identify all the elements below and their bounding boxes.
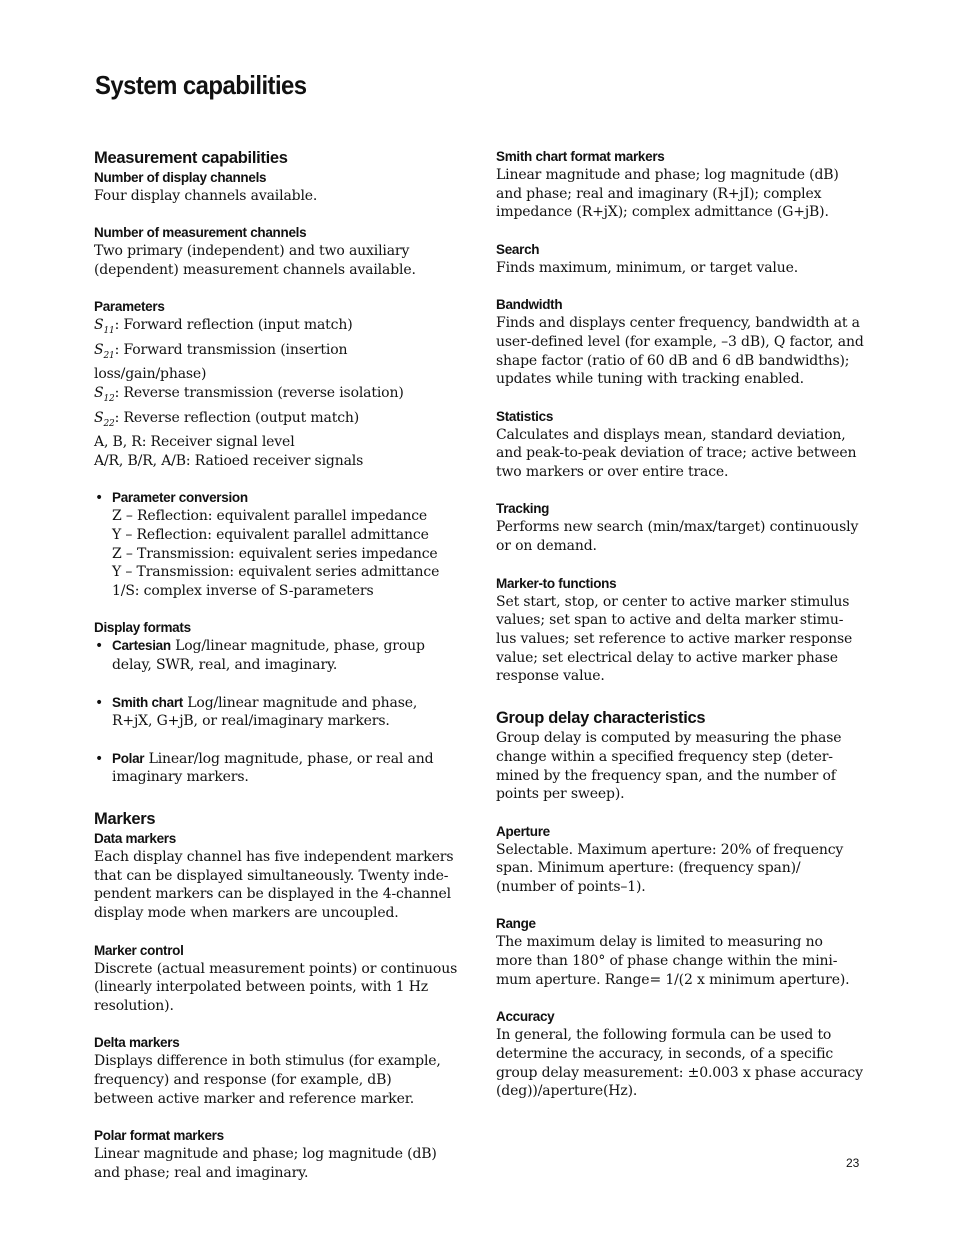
smith-chart-markers-line: Linear magnitude and phase; log magnitude (dB) xyxy=(496,167,839,183)
smith-chart-markers-line: and phase; real and imaginary (R+jI); complex xyxy=(496,185,822,202)
left-column xyxy=(94,148,464,1183)
page-title: System capabilities xyxy=(95,70,307,100)
conversion-line: 1/S: complex inverse of S-parameters xyxy=(112,583,374,600)
group-delay-line: points per sweep). xyxy=(496,786,625,803)
s11-line: $S_{11}$: Forward reflection (input match) xyxy=(94,317,353,337)
search-line: Finds maximum, minimum, or target value. xyxy=(496,259,799,276)
cartesian-label: Cartesian xyxy=(112,638,171,654)
markers-heading: Markers xyxy=(94,810,156,829)
marker-to-line: values; set span to active and delta marker stimu- xyxy=(496,612,844,629)
s21-line-cont: loss/gain/phase) xyxy=(94,366,207,383)
cartesian-text-cont: delay, SWR, real, and imaginary. xyxy=(112,657,338,674)
range-line: more than 180° of phase change within the mini- xyxy=(496,953,838,970)
delta-markers-label: Delta markers xyxy=(94,1035,180,1051)
range-label: Range xyxy=(496,916,536,932)
tracking-label: Tracking xyxy=(496,501,550,517)
conversion-line: Y – Reflection: equivalent parallel admittance xyxy=(112,526,429,543)
search-label: Search xyxy=(496,241,540,257)
group-delay-line: mined by the frequency span, and the number of xyxy=(496,767,836,784)
polar-text-cont: imaginary markers. xyxy=(112,769,249,786)
range-line: mum aperture. Range= 1/(2 x minimum aperture). xyxy=(496,971,850,988)
conversion-line: Y – Transmission: equivalent series admittance xyxy=(112,564,440,581)
marker-to-functions-label: Marker-to functions xyxy=(496,575,617,591)
marker-to-line: value; set electrical delay to active marker phase xyxy=(496,649,838,666)
bullet-icon: • xyxy=(95,750,104,767)
parameter-conversion-item xyxy=(94,489,464,601)
display-channels-text: Four display channels available. xyxy=(94,188,318,204)
marker-control-label: Marker control xyxy=(94,942,184,958)
bandwidth-line: updates while tuning with tracking enabled. xyxy=(496,371,804,388)
bandwidth-line: shape factor (ratio of 60 dB and 6 dB bandwidths); xyxy=(496,352,850,369)
data-markers-line: Each display channel has five independent markers xyxy=(94,849,454,866)
marker-control-line: Discrete (actual measurement points) or continuous xyxy=(94,960,458,977)
smith-chart-markers-line: impedance (R+jX); complex admittance (G+jB). xyxy=(496,204,829,221)
conversion-line: Z – Reflection: equivalent parallel impedance xyxy=(112,508,428,525)
group-delay-line: change within a specified frequency step (deter- xyxy=(496,748,833,765)
page-number: 23 xyxy=(846,1156,860,1170)
data-markers-line: that can be displayed simultaneously. Twenty inde- xyxy=(94,867,449,884)
smith-chart-item xyxy=(94,694,464,731)
smith-chart-label: Smith chart xyxy=(112,694,183,710)
accuracy-line: determine the accuracy, in seconds, of a specific xyxy=(496,1045,834,1062)
delta-markers-line: between active marker and reference marker. xyxy=(94,1090,415,1107)
smith-chart-text: Log/linear magnitude and phase, xyxy=(182,694,418,711)
bandwidth-line: Finds and displays center frequency, bandwidth at a xyxy=(496,315,860,332)
polar-format-markers-line: and phase; real and imaginary. xyxy=(94,1164,309,1181)
measurement-channels-label: Number of measurement channels xyxy=(94,225,307,241)
ratio-line: A/R, B/R, A/B: Ratioed receiver signals xyxy=(94,452,364,469)
display-channels-label: Number of display channels xyxy=(94,170,267,185)
data-markers-line: pendent markers can be displayed in the 4-channel xyxy=(94,886,451,903)
polar-text: Linear/log magnitude, phase, or real and xyxy=(144,750,434,767)
group-delay-line: Group delay is computed by measuring the phase xyxy=(496,730,842,747)
polar-format-markers-line: Linear magnitude and phase; log magnitude (dB) xyxy=(94,1146,437,1163)
data-markers-label: Data markers xyxy=(94,831,176,847)
marker-to-line: lus values; set reference to active marker response xyxy=(496,630,853,647)
smith-chart-text-cont: R+jX, G+jB, or real/imaginary markers. xyxy=(112,713,390,730)
delta-markers-line: frequency) and response (for example, dB) xyxy=(94,1072,392,1089)
bullet-icon: • xyxy=(95,490,104,507)
marker-to-line: Set start, stop, or center to active marker stimulus xyxy=(496,593,850,610)
tracking-line: Performs new search (min/max/target) continuously xyxy=(496,519,859,536)
cartesian-text: Log/linear magnitude, phase, group xyxy=(170,638,425,655)
right-column xyxy=(496,148,866,1101)
measurement-capabilities-heading: Measurement capabilities xyxy=(94,149,288,167)
smith-chart-markers-label: Smith chart format markers xyxy=(496,149,665,164)
conversion-line: Z – Transmission: equivalent series impedance xyxy=(112,545,438,562)
statistics-line: Calculates and displays mean, standard deviation, xyxy=(496,426,846,443)
abr-line: A, B, R: Receiver signal level xyxy=(94,434,295,451)
tracking-line: or on demand. xyxy=(496,538,597,555)
parameters-label: Parameters xyxy=(94,299,165,315)
accuracy-line: In general, the following formula can be used to xyxy=(496,1027,832,1044)
polar-item xyxy=(94,750,464,787)
cartesian-item xyxy=(94,637,464,674)
delta-markers-line: Displays difference in both stimulus (for example, xyxy=(94,1053,441,1070)
polar-label: Polar xyxy=(112,750,145,766)
aperture-line: Selectable. Maximum aperture: 20% of frequency xyxy=(496,841,844,858)
s21-line: $S_{21}$: Forward transmission (insertion xyxy=(94,341,348,361)
bandwidth-label: Bandwidth xyxy=(496,297,563,313)
aperture-line: (number of points–1). xyxy=(496,879,646,895)
data-markers-line: display mode when markers are uncoupled. xyxy=(94,905,399,922)
marker-control-line: (linearly interpolated between points, with 1 Hz xyxy=(94,979,429,996)
polar-format-markers-label: Polar format markers xyxy=(94,1128,224,1144)
statistics-line: two markers or over entire trace. xyxy=(496,464,729,481)
statistics-label: Statistics xyxy=(496,408,554,424)
statistics-line: and peak-to-peak deviation of trace; active between xyxy=(496,445,857,462)
parameter-conversion-label: Parameter conversion xyxy=(112,490,248,506)
accuracy-line: (deg))/aperture(Hz). xyxy=(496,1083,638,1100)
group-delay-heading: Group delay characteristics xyxy=(496,709,706,728)
marker-control-line: resolution). xyxy=(94,997,174,1014)
measurement-channels-line: (dependent) measurement channels available. xyxy=(94,262,416,279)
aperture-line: span. Minimum aperture: (frequency span)/ xyxy=(496,860,801,877)
range-line: The maximum delay is limited to measuring no xyxy=(496,934,823,951)
s22-line: $S_{22}$: Reverse reflection (output match) xyxy=(94,409,360,429)
s12-line: $S_{12}$: Reverse transmission (reverse isolation) xyxy=(94,385,404,404)
marker-to-line: response value. xyxy=(496,668,605,685)
bullet-icon: • xyxy=(95,694,104,711)
display-formats-label: Display formats xyxy=(94,620,191,636)
bandwidth-line: user-defined level (for example, –3 dB), Q factor, and xyxy=(496,333,864,350)
accuracy-label: Accuracy xyxy=(496,1009,555,1025)
bullet-icon: • xyxy=(95,638,104,655)
aperture-label: Aperture xyxy=(496,823,550,839)
measurement-channels-line: Two primary (independent) and two auxiliary xyxy=(94,243,410,260)
accuracy-line: group delay measurement: ±0.003 x phase accuracy xyxy=(496,1064,863,1081)
